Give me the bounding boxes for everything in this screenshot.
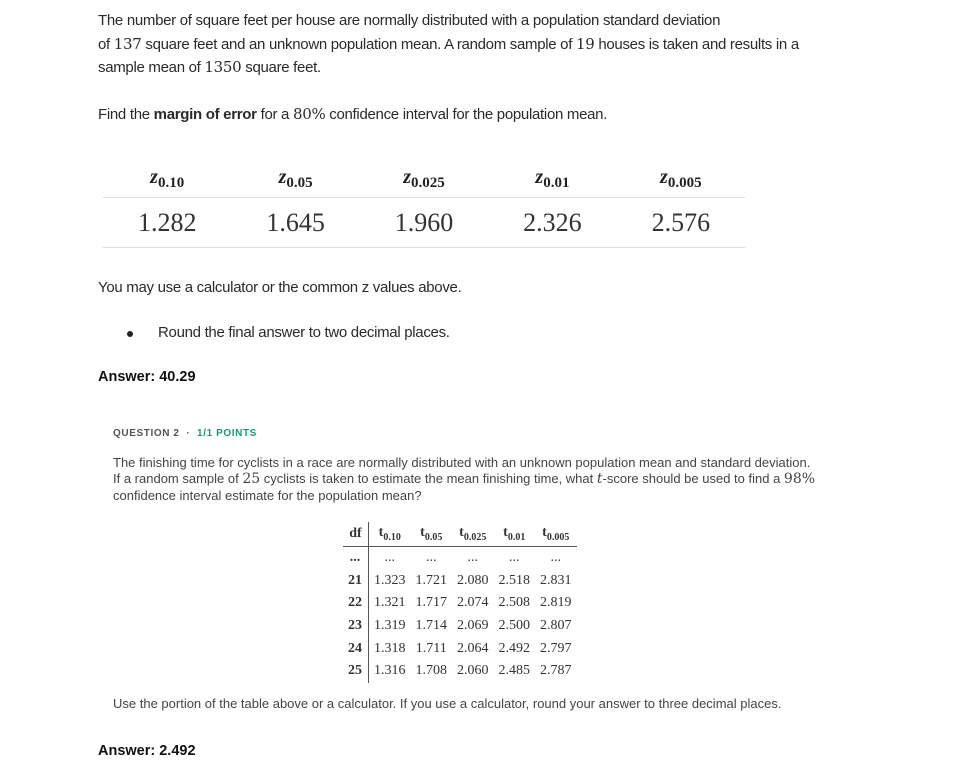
t-value-cell: 1.316 bbox=[374, 663, 406, 679]
t-value-cell: 2.080 bbox=[457, 572, 489, 588]
z-table bbox=[103, 160, 745, 248]
z-value: 2.326 bbox=[523, 207, 582, 237]
t-value-cell: 1.711 bbox=[415, 640, 447, 656]
z-value: 1.282 bbox=[137, 207, 197, 237]
t-value-cell: 1.721 bbox=[415, 572, 447, 588]
z-value: 1.645 bbox=[266, 207, 325, 237]
bullet-icon bbox=[127, 331, 133, 337]
t-value-cell: 2.797 bbox=[540, 640, 572, 656]
t-value-cell: 2.787 bbox=[540, 663, 572, 679]
t-value-cell: 2.807 bbox=[540, 618, 572, 634]
q1-text-line3: sample mean of 1350 square feet. bbox=[98, 58, 321, 76]
t-value-cell: 1.318 bbox=[374, 640, 406, 656]
t-value-cell: ... bbox=[509, 550, 520, 566]
q2-text-line3: confidence interval estimate for the population mean? bbox=[113, 488, 422, 503]
t-value-cell: 2.831 bbox=[540, 572, 572, 588]
z-header: $z_{0.10}$ bbox=[150, 165, 185, 191]
df-cell: 21 bbox=[343, 570, 369, 593]
df-cell: 22 bbox=[343, 592, 369, 615]
table-row bbox=[343, 660, 577, 683]
z-value: 2.576 bbox=[651, 207, 711, 237]
q2-text-line1: The finishing time for cyclists in a race are normally distributed with an unknown population mean and standard deviation. bbox=[113, 455, 811, 470]
t-header: $t_{0.025}$ bbox=[452, 522, 494, 547]
t-value-cell: 2.060 bbox=[457, 663, 489, 679]
z-header: $z_{0.05}$ bbox=[278, 165, 313, 191]
t-value-cell: 2.485 bbox=[498, 663, 530, 679]
question-2-header: QUESTION 2 · 1/1 POINTS bbox=[113, 428, 257, 439]
t-value-cell: 1.319 bbox=[374, 618, 406, 634]
q1-text-line1: The number of square feet per house are normally distributed with a population standard deviation bbox=[98, 12, 721, 29]
t-table bbox=[343, 522, 577, 683]
t-value-cell: 2.518 bbox=[498, 572, 530, 588]
df-cell: 25 bbox=[343, 660, 369, 683]
t-value-cell: 2.819 bbox=[540, 595, 572, 611]
q1-text-line2: of 137 square feet and an unknown population mean. A random sample of 19 houses is taken and results in a bbox=[98, 35, 799, 53]
t-header: $t_{0.005}$ bbox=[535, 522, 577, 547]
t-header: $t_{0.10}$ bbox=[369, 522, 411, 547]
calculator-note: You may use a calculator or the common z values above. bbox=[98, 279, 462, 296]
table-row bbox=[343, 592, 577, 615]
z-header: $z_{0.025}$ bbox=[403, 165, 445, 191]
points-badge: 1/1 POINTS bbox=[197, 428, 257, 439]
table-row bbox=[343, 637, 577, 660]
table-row bbox=[343, 615, 577, 638]
z-header: $z_{0.01}$ bbox=[535, 165, 570, 191]
t-value-cell: 2.500 bbox=[498, 618, 530, 634]
df-cell: 23 bbox=[343, 615, 369, 638]
t-value-cell: 1.708 bbox=[415, 663, 447, 679]
t-value-cell: 1.714 bbox=[415, 618, 447, 634]
t-value-cell: ... bbox=[467, 550, 478, 566]
q1-answer: Answer: 40.29 bbox=[98, 369, 196, 385]
t-value-cell: ... bbox=[384, 550, 395, 566]
t-value-cell: 2.074 bbox=[457, 595, 489, 611]
z-value: 1.960 bbox=[394, 207, 454, 237]
t-value-cell: 2.508 bbox=[498, 595, 530, 611]
t-header: $t_{0.01}$ bbox=[494, 522, 536, 547]
z-header: $z_{0.005}$ bbox=[660, 165, 702, 191]
t-value-cell: 1.717 bbox=[415, 595, 447, 611]
table-note: Use the portion of the table above or a calculator. If you use a calculator, round your answer to three decimal places. bbox=[113, 696, 782, 711]
t-header: $t_{0.05}$ bbox=[411, 522, 453, 547]
df-cell: ... bbox=[343, 547, 369, 570]
q1-find-prompt: Find the margin of error for a 80% confidence interval for the population mean. bbox=[98, 105, 608, 123]
q2-answer: Answer: 2.492 bbox=[98, 743, 196, 759]
t-value-cell: 1.323 bbox=[374, 572, 406, 588]
df-cell: 24 bbox=[343, 637, 369, 660]
t-value-cell: ... bbox=[550, 550, 561, 566]
rounding-instruction: Round the final answer to two decimal places. bbox=[158, 324, 450, 341]
t-value-cell: 2.069 bbox=[457, 618, 489, 634]
q2-text-line2: If a random sample of 25 cyclists is taken to estimate the mean finishing time, what t-score should be used to find a 98% bbox=[113, 471, 816, 487]
table-row bbox=[343, 570, 577, 593]
t-value-cell: 2.492 bbox=[498, 640, 530, 656]
t-value-cell: 2.064 bbox=[457, 640, 489, 656]
df-header: df bbox=[343, 522, 369, 547]
t-value-cell: 1.321 bbox=[374, 595, 406, 611]
table-row bbox=[343, 547, 577, 570]
t-value-cell: ... bbox=[426, 550, 437, 566]
